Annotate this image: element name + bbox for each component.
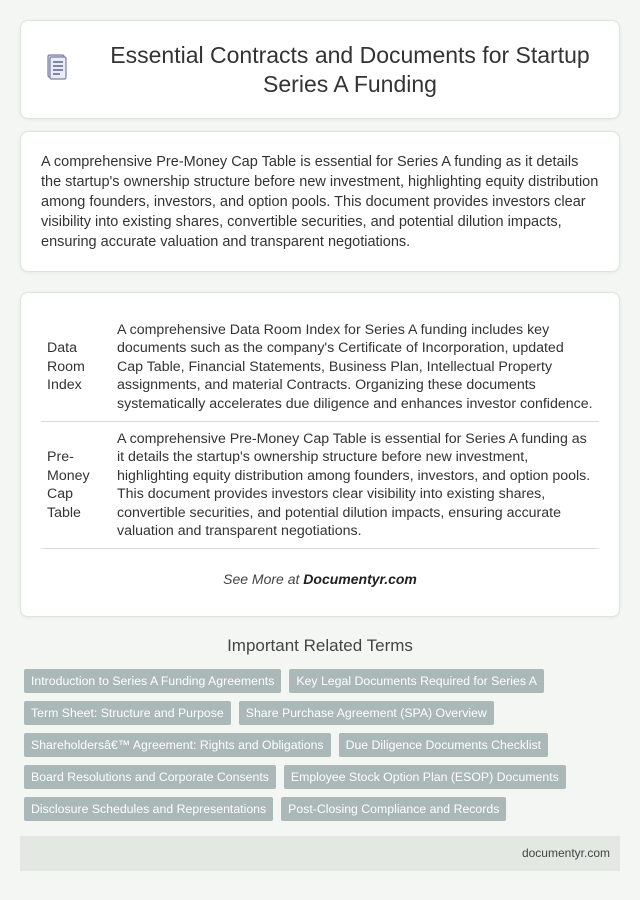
related-tag[interactable]: Board Resolutions and Corporate Consents [24,765,276,789]
see-more [41,571,599,587]
related-tag[interactable]: Due Diligence Documents Checklist [339,733,548,757]
related-tag[interactable]: Share Purchase Agreement (SPA) Overview [239,701,494,725]
related-tag[interactable]: Term Sheet: Structure and Purpose [24,701,231,725]
related-tag[interactable]: Employee Stock Option Plan (ESOP) Documents [284,765,566,789]
related-tag[interactable]: Key Legal Documents Required for Series A [289,669,544,693]
term-cell: Data Room Index [41,313,111,422]
table-row [41,422,599,549]
footer [20,836,620,871]
related-tag[interactable]: Shareholdersâ€™ Agreement: Rights and Obligations [24,733,331,757]
intro-text: A comprehensive Pre-Money Cap Table is essential for Series A funding as it details the startup's ownership structure before new investment, highlighting equity distribution among founders, investors, and option pools. This document provides investors clear visibility into existing shares, convertible securities, and potential dilution impacts, ensuring accurate valuation and transparent negotiations. [41,154,599,250]
see-more-link[interactable]: Documentyr.com [303,571,417,588]
related-tag[interactable]: Introduction to Series A Funding Agreements [24,669,281,693]
definitions-table [41,313,599,549]
related-terms-title: Important Related Terms [227,636,413,655]
definitions-card [20,292,620,617]
term-cell: Pre-Money Cap Table [41,422,111,549]
description-cell: A comprehensive Pre-Money Cap Table is essential for Series A funding as it details the startup's ownership structure before new investment, highlighting equity distribution among founders, investors, and option pools. This document provides investors clear visibility into existing shares, convertible securities, and potential dilution impacts, ensuring accurate valuation and transparent negotiations. [111,422,599,549]
description-cell: A comprehensive Data Room Index for Series A funding includes key documents such as the company's Certificate of Incorporation, updated Cap Table, Financial Statements, Business Plan, Intellectual Property assignments, and material Contracts. Organizing these documents systematically accelerates due diligence and enhances investor confidence. [111,313,599,422]
related-tag[interactable]: Disclosure Schedules and Representations [24,797,273,821]
related-tags [24,669,624,821]
footer-link[interactable]: documentyr.com [521,846,610,860]
header-card [20,20,620,119]
table-row [41,313,599,422]
see-more-prefix: See More at [223,571,304,588]
document-icon [41,52,101,87]
intro-card [20,131,620,272]
page-title: Essential Contracts and Documents for Startup Series A Funding [110,41,590,97]
related-tag[interactable]: Post-Closing Compliance and Records [281,797,506,821]
